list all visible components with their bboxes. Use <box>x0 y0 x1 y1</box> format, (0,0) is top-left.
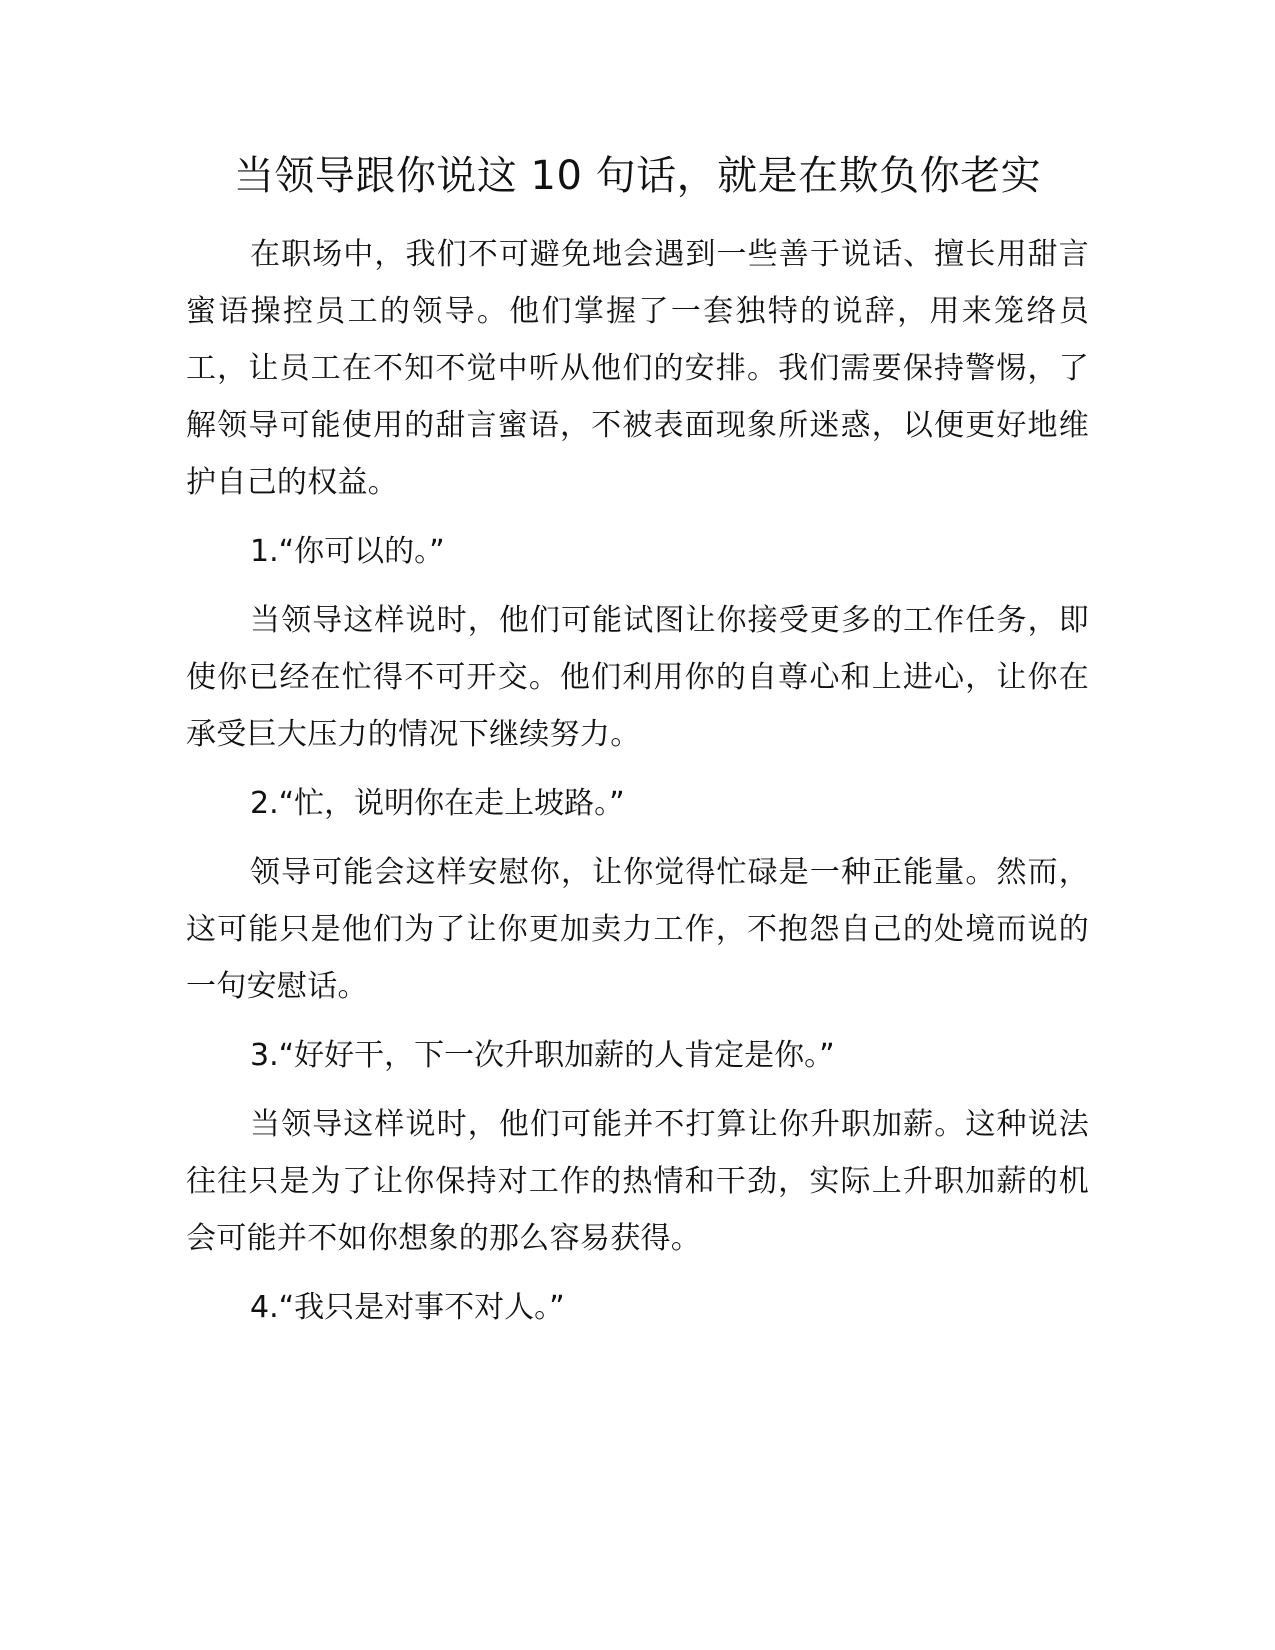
section-body-1: 当领导这样说时，他们可能试图让你接受更多的工作任务，即使你已经在忙得不可开交。他们利用你的自尊心和上进心，让你在承受巨大压力的情况下继续努力。 <box>186 603 1089 752</box>
intro-paragraph: 在职场中，我们不可避免地会遇到一些善于说话、擅长用甜言蜜语操控员工的领导。他们掌握了一套独特的说辞，用来笼络员工，让员工在不知不觉中听从他们的安排。我们需要保持警惕，了解领导可能使用的甜言蜜语，不被表面现象所迷惑，以便更好地维护自己的权益。 <box>186 237 1089 500</box>
section-heading-4: 4.“我只是对事不对人。” <box>250 1290 565 1325</box>
section-heading-1: 1.“你可以的。” <box>250 534 445 569</box>
section-body-3: 当领导这样说时，他们可能并不打算让你升职加薪。这种说法往往只是为了让你保持对工作的热情和干劲，实际上升职加薪的机会可能并不如你想象的那么容易获得。 <box>186 1107 1089 1256</box>
document-body <box>186 226 1089 1348</box>
section-heading-2: 2.“忙，说明你在走上坡路。” <box>250 786 625 821</box>
document-title: 当领导跟你说这 10 句话，就是在欺负你老实 <box>233 153 1042 199</box>
section-body-2: 领导可能会这样安慰你，让你觉得忙碌是一种正能量。然而，这可能只是他们为了让你更加卖力工作，不抱怨自己的处境而说的一句安慰话。 <box>186 855 1089 1004</box>
section-heading-3: 3.“好好干，下一次升职加薪的人肯定是你。” <box>250 1038 835 1073</box>
